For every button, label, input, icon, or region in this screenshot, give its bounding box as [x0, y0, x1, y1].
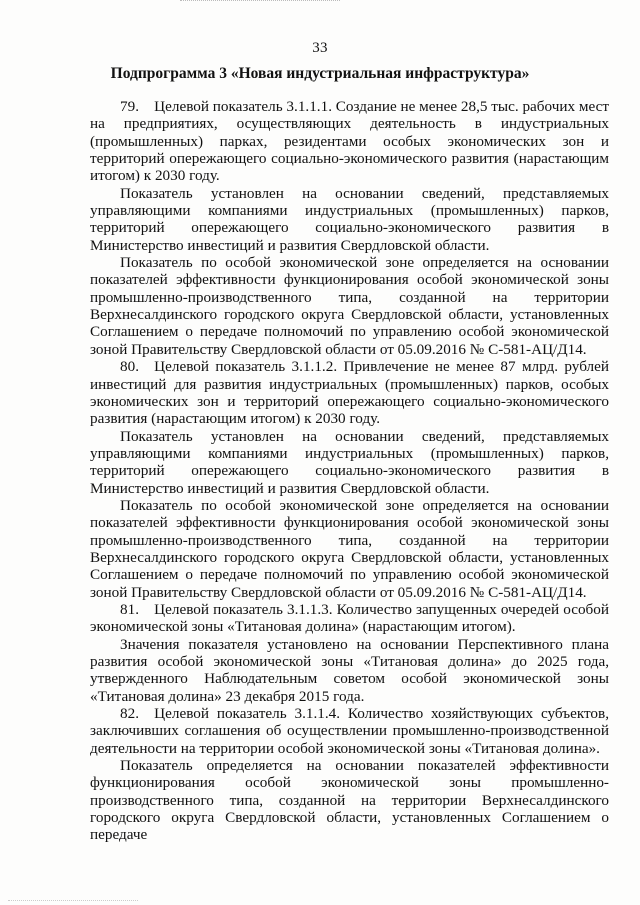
page-number: 33: [312, 40, 328, 56]
paragraph: Показатель по особой экономической зоне определяется на основании показателей эффективности функционирования особой экономической зоны промышленно-производственного типа, созданной на территории Верхнесалдинского городского округа Свердловской области, установленных Соглашением о передаче полномочий по управлению особой экономической зоной Правительству Свердловской области от 05.09.2016 № С-581-АЦ/Д14.: [90, 254, 609, 358]
paragraph-82: 82. Целевой показатель 3.1.1.4. Количество хозяйствующих субъектов, заключивших соглашения об осуществлении промышленно-производственной деятельности на территории особой экономической зоны «Титановая долина».: [90, 705, 609, 757]
paragraph: Показатель установлен на основании сведений, представляемых управляющими компаниями индустриальных (промышленных) парков, территорий опережающего социально-экономического развития в Министерство инвестиций и развития Свердловской области.: [90, 184, 609, 254]
paragraph: Показатель установлен на основании сведений, представляемых управляющими компаниями индустриальных (промышленных) парков, территорий опережающего социально-экономического развития в Министерство инвестиций и развития Свердловской области.: [90, 427, 609, 497]
section-heading: Подпрограмма 3 «Новая индустриальная инфраструктура»: [110, 65, 530, 82]
paragraph: Показатель определяется на основании показателей эффективности функционирования особой экономической зоны промышленно-производственного типа, созданной на территории Верхнесалдинского городского округа Свердловской области, установленных Соглашением о передаче: [90, 757, 609, 844]
paragraph-79: 79. Целевой показатель 3.1.1.1. Создание не менее 28,5 тыс. рабочих мест на предприятиях, осуществляющих деятельность в индустриальных (промышленных) парках, резидентами особых экономических зон и территорий опережающего социально-экономического развития (нарастающим итогом) к 2030 году.: [90, 98, 609, 185]
scan-artifact-top: [180, 0, 340, 4]
paragraph-80: 80. Целевой показатель 3.1.1.2. Привлечение не менее 87 млрд. рублей инвестиций для развития индустриальных (промышленных) парков, особых экономических зон и территорий опережающего социально-экономического развития (нарастающим итогом) к 2030 году.: [90, 358, 609, 428]
paragraph-81: 81. Целевой показатель 3.1.1.3. Количество запущенных очередей особой экономической зоны «Титановая долина» (нарастающим итогом).: [90, 600, 609, 636]
paragraph: Показатель по особой экономической зоне определяется на основании показателей эффективности функционирования особой экономической зоны промышленно-производственного типа, созданной на территории Верхнесалдинского городского округа Свердловской области, установленных Соглашением о передаче полномочий по управлению особой экономической зоной Правительству Свердловской области от 05.09.2016 № С-581-АЦ/Д14.: [90, 496, 609, 601]
scan-artifact-bottom: [8, 898, 138, 901]
document-body: [90, 98, 609, 844]
paragraph: Значения показателя установлено на основании Перспективного плана развития особой экономической зоны «Титановая долина» до 2025 года, утвержденного Наблюдательным советом особой экономической зоны «Титановая долина» 23 декабря 2015 года.: [90, 635, 609, 705]
